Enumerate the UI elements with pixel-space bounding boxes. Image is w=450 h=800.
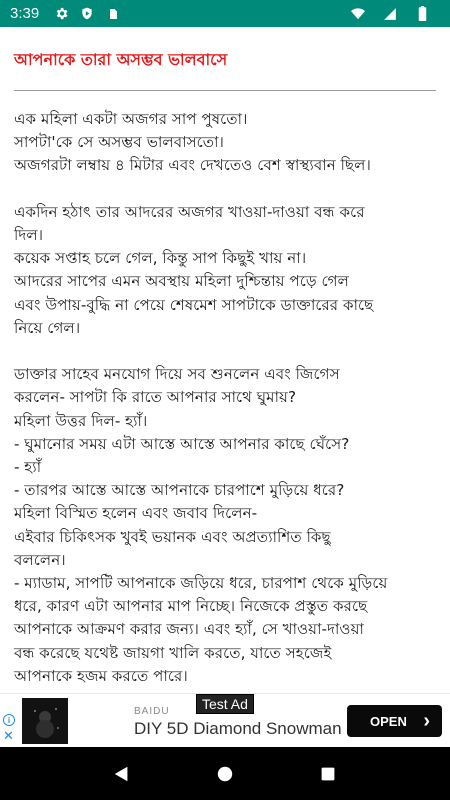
- article-line: একদিন হঠাৎ তার আদরের অজগর খাওয়া-দাওয়া বন্ধ করে: [14, 202, 365, 221]
- ad-banner[interactable]: [0, 693, 450, 747]
- article-line: করলেন- সাপটা কি রাতে আপনার সাথে ঘুমায়?: [14, 388, 297, 407]
- article-line: কয়েক সপ্তাহ চলে গেল, কিন্তু সাপ কিছুই খায় না।: [14, 249, 307, 268]
- status-bar: [0, 0, 450, 27]
- article-line: মহিলা বিস্মিত হলেন এবং জবাব দিলেন-: [14, 504, 258, 523]
- article-line: - তারপর আস্তে আস্তে আপনাকে চারপাশে মুড়িয়ে ধরে?: [14, 481, 345, 500]
- article-line: বন্ধ করেছে যথেষ্ট জায়গা খালি করতে, যাতে সহজেই: [14, 643, 332, 662]
- article-line: এক মহিলা একটা অজগর সাপ পুষতো।: [14, 110, 248, 128]
- ad-info-icon[interactable]: i: [3, 714, 15, 726]
- article-line: - ম্যাডাম, সাপটি আপনাকে জড়িয়ে ধরে, চারপাশ থেকে মুড়িয়ে: [14, 574, 388, 593]
- article-line: - হ্যাঁ: [14, 458, 42, 477]
- shield-play-icon: [79, 6, 95, 22]
- home-icon[interactable]: [213, 762, 237, 786]
- gear-icon: [53, 6, 69, 22]
- battery-icon: [414, 6, 430, 22]
- article-paragraph: [14, 201, 436, 340]
- article-line: অজগরটা লম্বায় ৪ মিটার এবং দেখতেও বেশ স্বাস্থ্যবান ছিল।: [14, 156, 371, 175]
- ad-label-badge: Test Ad: [196, 694, 254, 714]
- ad-advertiser: BAIDU: [134, 706, 170, 717]
- article-line: এইবার চিকিৎসক খুবই ভয়ানক এবং অপ্রত্যাশিত কিছু: [14, 527, 331, 546]
- article-content[interactable]: [0, 27, 450, 693]
- article-line: এবং উপায়-বুদ্ধি না পেয়ে শেষমেশ সাপটাকে ডাক্তারের কাছে: [14, 295, 374, 314]
- sd-card-icon: [105, 6, 121, 22]
- article-line: ডাক্তার সাহেব মনযোগ দিয়ে সব শুনলেন এবং জিগেস: [14, 365, 340, 384]
- article-paragraph: [14, 108, 436, 178]
- ad-close-icon[interactable]: ✕: [3, 728, 14, 743]
- recents-icon[interactable]: [316, 762, 340, 786]
- ad-open-label: OPEN: [370, 713, 407, 729]
- ad-image[interactable]: [22, 698, 68, 744]
- article-line: নিয়ে গেল।: [14, 318, 81, 337]
- status-time: 3:39: [10, 5, 40, 22]
- article-line: ধরে, কারণ এটা আপনার মাপ নিচ্ছে। নিজেকে প্রস্তুত করছে: [14, 597, 368, 616]
- article-line: মহিলা উত্তর দিল- হ্যাঁ।: [14, 411, 148, 430]
- navigation-bar: [0, 747, 450, 800]
- signal-icon: [382, 6, 398, 22]
- article-line: - ঘুমানোর সময় এটা আস্তে আস্তে আপনার কাছে ঘেঁসে?: [14, 434, 350, 453]
- article-line: আপনাকে হজম করতে পারে।: [14, 666, 188, 685]
- article-line: আদরের সাপের এমন অবস্থায় মহিলা দুশ্চিন্তায় পড়ে গেল: [14, 272, 349, 291]
- article-line: সাপটা'কে সে অসম্ভব ভালবাসতো।: [14, 133, 224, 152]
- ad-headline[interactable]: DIY 5D Diamond Snowman: [134, 719, 342, 738]
- title-divider: [14, 90, 436, 91]
- back-icon[interactable]: [110, 762, 134, 786]
- article-title: আপনাকে তারা অসম্ভব ভালবাসে: [14, 50, 228, 69]
- ad-open-button[interactable]: [347, 705, 442, 737]
- wifi-icon: [350, 6, 366, 22]
- chevron-right-icon: ›: [423, 710, 430, 732]
- article-body: [14, 108, 436, 688]
- article-line: বললেন।: [14, 550, 66, 569]
- article-line: আপনাকে আক্রমণ করার জন্য। এবং হ্যাঁ, সে খাওয়া-দাওয়া: [14, 620, 364, 639]
- article-paragraph: [14, 363, 436, 688]
- article-line: দিল।: [14, 226, 44, 244]
